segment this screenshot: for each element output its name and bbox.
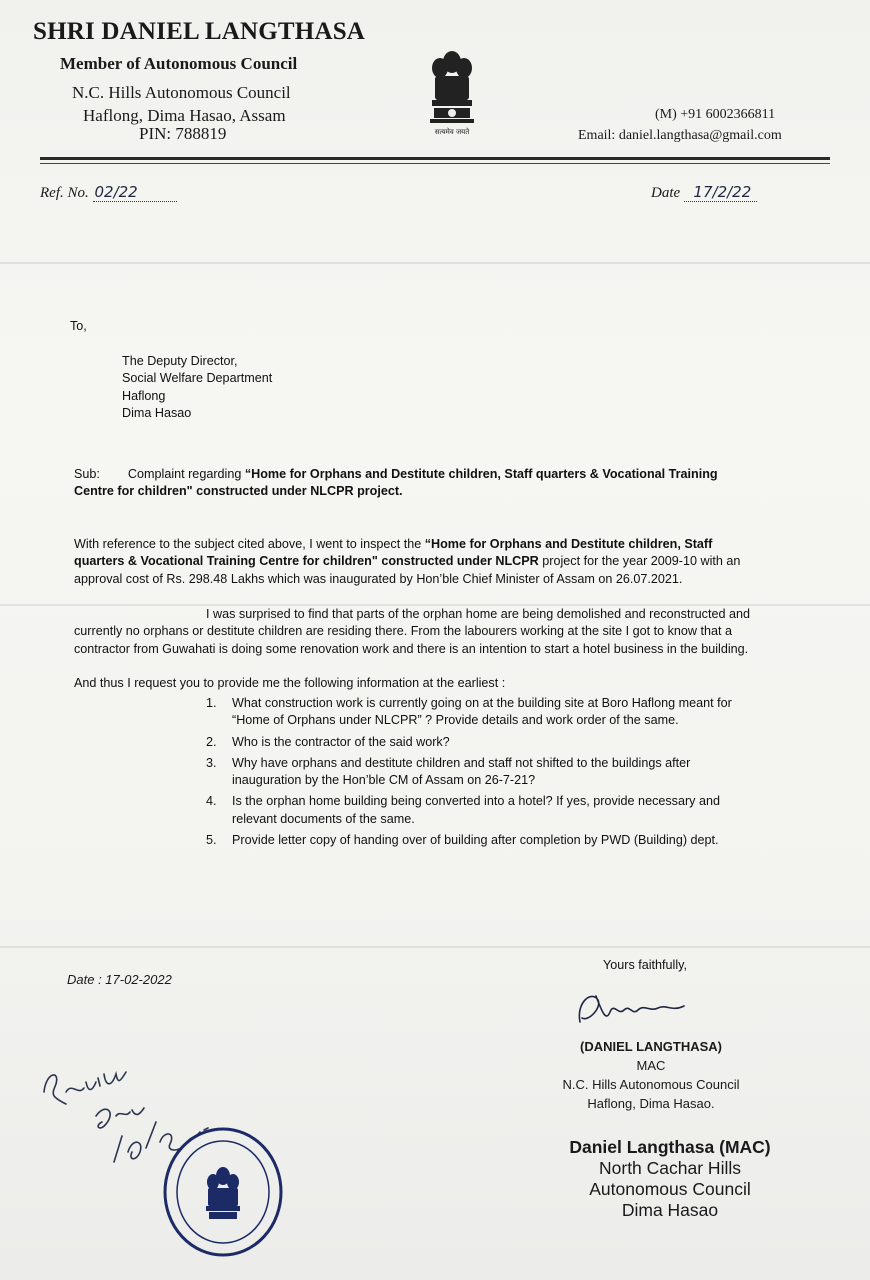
- recipient-line: The Deputy Director,: [122, 354, 238, 368]
- list-item: 5. Provide letter copy of handing over of building after completion by PWD (Building) dept.: [206, 833, 719, 848]
- header-rule: [40, 157, 830, 160]
- subject-project: “Home for Orphans and Destitute children, Staff quarters & Vocational Training Centre for children" constructed under NLCPR project.: [74, 467, 718, 499]
- state-emblem-icon: [423, 48, 481, 138]
- footer-date: Date : 17-02-2022: [67, 972, 172, 987]
- ref-value: 02/22: [94, 183, 138, 201]
- body-paragraph-1: [74, 536, 754, 588]
- subject-label: Sub:: [74, 467, 100, 481]
- header-rule-thin: [40, 163, 830, 164]
- emblem-motto: सत्यमेव जयते: [434, 128, 470, 136]
- stamp-line: Autonomous Council: [589, 1179, 751, 1199]
- sender-pin: PIN: 788819: [139, 124, 227, 143]
- para1-project: “Home for Orphans and Destitute children, Staff quarters & Vocational Training Centre for children" constructed under NLCPR: [74, 537, 713, 569]
- signatory-block: [542, 1037, 760, 1113]
- para2-text: I was surprised to find that parts of the orphan home are being demolished and reconstructed and currently no orphans or destitute children are residing there. From the labourers working at the site I got to know that a contractor from Guwahati is doing some renovation work and there is an intention to start a hotel business in the building.: [74, 607, 750, 656]
- signatory-place: Haflong, Dima Hasao.: [587, 1096, 715, 1111]
- recipient-line: Social Welfare Department: [122, 371, 273, 386]
- sender-name: SHRI DANIEL LANGTHASA: [33, 18, 366, 45]
- sender-designation: Member of Autonomous Council: [60, 54, 298, 73]
- para1-tail: project for the year 2009-10 with an approval cost of Rs. 298.48 Lakhs which was inaugurated by Hon’ble Chief Minister of Assam on 26.07.2021.: [74, 554, 741, 586]
- sender-council: N.C. Hills Autonomous Council: [72, 83, 291, 102]
- recipient-line: Dima Hasao: [122, 405, 192, 420]
- subject-lead: Complaint regarding: [127, 467, 245, 481]
- letter-date: [651, 183, 757, 202]
- signatory-council: N.C. Hills Autonomous Council: [562, 1077, 740, 1092]
- subject-line: [74, 466, 734, 501]
- request-list: [206, 695, 747, 853]
- signatory-name: (DANIEL LANGTHASA): [579, 1039, 723, 1054]
- sender-email: Email: daniel.langthasa@gmail.com: [578, 128, 782, 143]
- list-item: 1. What construction work is currently going on at the building site at Boro Haflong meant for “Home of Orphans under NLCPR” ? Provide details and work order of the same.: [206, 696, 732, 728]
- body-paragraph-2: [74, 606, 754, 658]
- list-item: 4. Is the orphan home building being converted into a hotel? If yes, provide necessary and relevant documents of the same.: [206, 794, 720, 826]
- request-line: And thus I request you to provide me the following information at the earliest :: [74, 676, 506, 690]
- closing: Yours faithfully,: [603, 958, 688, 972]
- stamp-line: Daniel Langthasa (MAC): [569, 1137, 771, 1157]
- stamp-line: North Cachar Hills: [599, 1158, 741, 1178]
- name-stamp: [560, 1137, 780, 1221]
- recipient-address: [122, 353, 272, 422]
- list-item: 2. Who is the contractor of the said work?: [206, 734, 450, 749]
- salutation: To,: [70, 319, 87, 333]
- reference-number: [40, 183, 177, 202]
- signature-image: [572, 982, 692, 1034]
- stamp-line: Dima Hasao: [621, 1200, 719, 1220]
- date-value: 17/2/22: [693, 183, 752, 201]
- list-item: 3. Why have orphans and destitute children and staff not shifted to the buildings after inauguration by the Hon’ble CM of Assam on 26-7-21?: [206, 755, 691, 788]
- recipient-line: Haflong: [122, 388, 166, 403]
- fold-line: [0, 262, 870, 264]
- fold-line: [0, 946, 870, 948]
- para1-lead: With reference to the subject cited above, I went to inspect the: [74, 537, 425, 551]
- ref-label: Ref. No.: [40, 185, 89, 201]
- sender-phone: (M) +91 6002366811: [655, 107, 776, 122]
- signatory-title: MAC: [636, 1058, 666, 1073]
- date-label: Date: [651, 185, 681, 201]
- office-seal-stamp: [162, 1126, 284, 1258]
- sender-place: Haflong, Dima Hasao, Assam: [83, 106, 286, 125]
